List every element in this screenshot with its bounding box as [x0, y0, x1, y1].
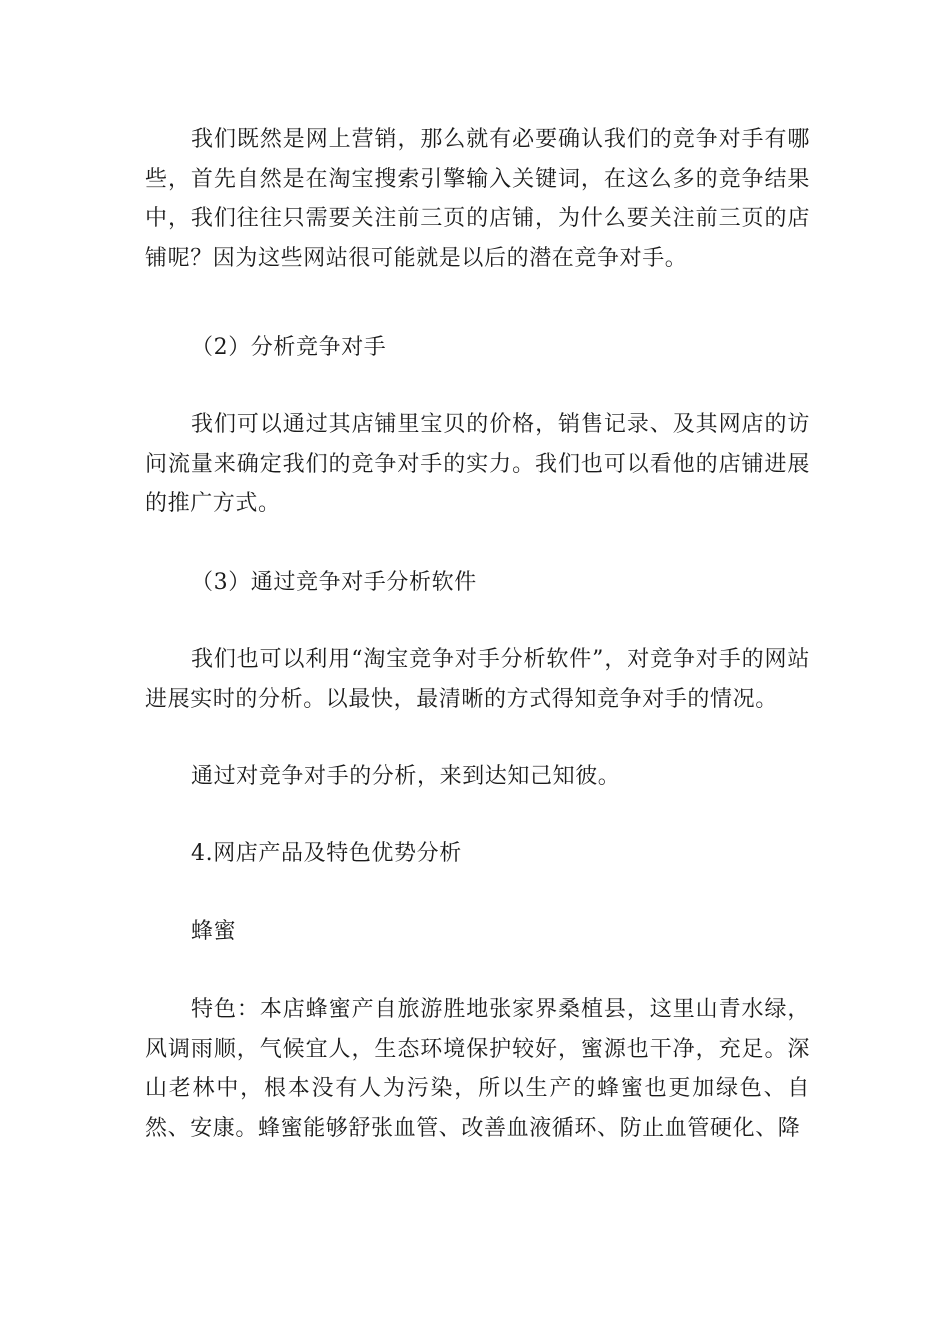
paragraph-honey-features: 特色：本店蜂蜜产自旅游胜地张家界桑植县，这里山青水绿，风调雨顺，气候宜人，生态环境保护较好，蜜源也干净，充足。深山老林中，根本没有人为污染，所以生产的蜂蜜也更加绿色、自然、安康。蜂蜜能够舒张血管、改善血液循环、防止血管硬化、降: [145, 997, 810, 1141]
paragraph-software-usage: 我们也可以利用“淘宝竞争对手分析软件”，对竞争对手的网站进展实时的分析。以最快，最清晰的方式得知竞争对手的情况。: [145, 647, 810, 712]
paragraph-know-yourself: 通过对竞争对手的分析，来到达知己知彼。: [191, 764, 621, 789]
paragraph-competitor-search: 我们既然是网上营销，那么就有必要确认我们的竞争对手有哪些，首先自然是在淘宝搜索引擎输入关键词，在这么多的竞争结果中，我们往往只需要关注前三页的店铺，为什么要关注前三页的店铺呢？因为这些网站很可能就是以后的潜在竞争对手。: [145, 127, 810, 271]
heading-analysis-software: （3）通过竞争对手分析软件: [191, 570, 477, 595]
paragraph-competitor-strength: 我们可以通过其店铺里宝贝的价格，销售记录、及其网店的访问流量来确定我们的竞争对手的实力。我们也可以看他的店铺进展的推广方式。: [145, 412, 810, 516]
heading-analyze-competitors: （2）分析竞争对手: [191, 335, 387, 360]
heading-honey: 蜂蜜: [191, 919, 237, 944]
heading-product-analysis: 4.网店产品及特色优势分析: [191, 841, 462, 866]
